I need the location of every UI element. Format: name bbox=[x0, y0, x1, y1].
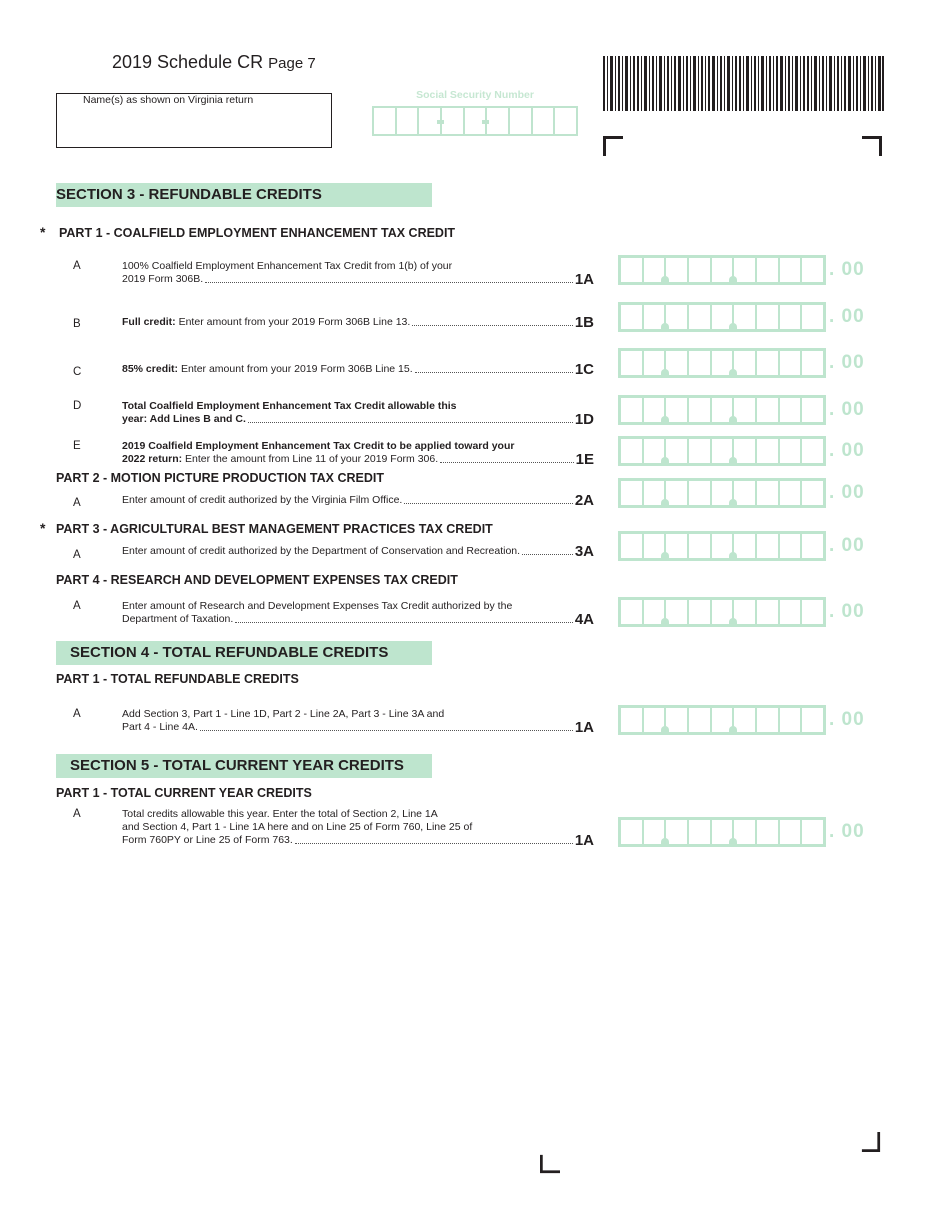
section-5-part-1-heading: PART 1 - TOTAL CURRENT YEAR CREDITS bbox=[56, 786, 312, 800]
section-5-line-1a-text2: Form 760PY or Line 25 of Form 763. bbox=[122, 834, 293, 846]
line-1a-cents: . 00 bbox=[829, 259, 865, 280]
form-title bbox=[112, 52, 316, 73]
line-letter: C bbox=[73, 366, 82, 378]
section-5-line-1a-code: 1A bbox=[574, 832, 594, 849]
line-1c-description bbox=[122, 363, 594, 376]
part-4-research-heading: PART 4 - RESEARCH AND DEVELOPMENT EXPENSES TAX CREDIT bbox=[56, 573, 458, 587]
page-label: Page 7 bbox=[268, 55, 316, 72]
line-4a-description bbox=[122, 600, 594, 626]
part-1-coalfield-heading: PART 1 - COALFIELD EMPLOYMENT ENHANCEMENT TAX CREDIT bbox=[59, 226, 456, 240]
name-field-label: Name(s) as shown on Virginia return bbox=[83, 94, 254, 106]
line-letter: E bbox=[73, 440, 81, 452]
section-3-banner bbox=[56, 183, 432, 207]
line-3a-amount-field[interactable] bbox=[618, 531, 826, 561]
line-1a-amount-field[interactable] bbox=[618, 255, 826, 285]
line-3a-cents: . 00 bbox=[829, 535, 865, 556]
registration-mark-top-left bbox=[603, 136, 623, 156]
section-5-line-1a-amount-field[interactable] bbox=[618, 817, 826, 847]
line-1b-amount-field[interactable] bbox=[618, 302, 826, 332]
line-1c-bold: 85% credit: bbox=[122, 363, 179, 375]
line-1b-text2: Enter amount from your 2019 Form 306B Line 13. bbox=[175, 316, 411, 328]
line-1e-description bbox=[122, 440, 594, 466]
line-letter: A bbox=[73, 497, 81, 509]
section-5-line-1a-text1b: and Section 4, Part 1 - Line 1A here and on Line 25 of Form 760, Line 25 of bbox=[122, 821, 473, 833]
line-2a-cents: . 00 bbox=[829, 482, 865, 503]
line-letter: D bbox=[73, 400, 82, 412]
section-5-line-1a-description bbox=[122, 808, 594, 847]
line-2a-amount-field[interactable] bbox=[618, 478, 826, 508]
form-title-text: 2019 Schedule CR bbox=[112, 52, 264, 72]
line-1e-code: 1E bbox=[575, 451, 594, 468]
line-1c-amount-field[interactable] bbox=[618, 348, 826, 378]
line-1d-description bbox=[122, 400, 594, 426]
line-1d-text1: Total Coalfield Employment Enhancement Tax Credit allowable this bbox=[122, 400, 457, 412]
line-1b-cents: . 00 bbox=[829, 306, 865, 327]
line-1c-cents: . 00 bbox=[829, 352, 865, 373]
line-1b-code: 1B bbox=[574, 314, 594, 331]
section-4-line-1a-text2: Part 4 - Line 4A. bbox=[122, 721, 198, 733]
line-1d-amount-field[interactable] bbox=[618, 395, 826, 425]
section-5-banner bbox=[56, 754, 432, 778]
line-4a-amount-field[interactable] bbox=[618, 597, 826, 627]
line-4a-text2: Department of Taxation. bbox=[122, 613, 234, 625]
ssn-field[interactable] bbox=[372, 106, 578, 136]
star-marker: * bbox=[40, 224, 46, 240]
barcode bbox=[603, 56, 884, 111]
registration-mark-bottom-right bbox=[861, 1132, 881, 1152]
line-1e-bold: 2022 return: bbox=[122, 453, 183, 465]
section-5-line-1a-text1: Total credits allowable this year. Enter the total of Section 2, Line 1A bbox=[122, 808, 438, 820]
line-1a-text1: 100% Coalfield Employment Enhancement Tax Credit from 1(b) of your bbox=[122, 260, 453, 272]
line-1a-code: 1A bbox=[574, 271, 594, 288]
section-4-title: SECTION 4 - TOTAL REFUNDABLE CREDITS bbox=[70, 644, 389, 661]
section-4-line-1a-cents: . 00 bbox=[829, 709, 865, 730]
section-4-line-1a-amount-field[interactable] bbox=[618, 705, 826, 735]
line-letter: A bbox=[73, 600, 81, 612]
star-marker: * bbox=[40, 520, 46, 536]
line-4a-text1: Enter amount of Research and Development Expenses Tax Credit authorized by the bbox=[122, 600, 513, 612]
line-3a-code: 3A bbox=[574, 543, 594, 560]
line-3a-text2: Enter amount of credit authorized by the Department of Conservation and Recreation. bbox=[122, 545, 521, 557]
name-field[interactable] bbox=[56, 93, 332, 148]
section-4-part-1-heading: PART 1 - TOTAL REFUNDABLE CREDITS bbox=[56, 672, 299, 686]
line-1a-text2: 2019 Form 306B. bbox=[122, 273, 204, 285]
registration-mark-bottom-left bbox=[540, 1154, 560, 1174]
section-4-line-1a-description bbox=[122, 708, 594, 734]
line-3a-description bbox=[122, 545, 594, 558]
line-1e-text1: 2019 Coalfield Employment Enhancement Tax Credit to be applied toward your bbox=[122, 440, 515, 452]
part-2-motion-picture-heading: PART 2 - MOTION PICTURE PRODUCTION TAX CREDIT bbox=[56, 471, 385, 485]
line-1b-bold: Full credit: bbox=[122, 316, 176, 328]
line-1d-cents: . 00 bbox=[829, 399, 865, 420]
section-5-line-1a-cents: . 00 bbox=[829, 821, 865, 842]
line-1b-description bbox=[122, 316, 594, 329]
line-2a-code: 2A bbox=[574, 492, 594, 509]
line-1c-code: 1C bbox=[574, 361, 594, 378]
line-letter: A bbox=[73, 549, 81, 561]
registration-mark-top-right bbox=[862, 136, 882, 156]
line-letter: A bbox=[73, 708, 81, 720]
line-1c-text2: Enter amount from your 2019 Form 306B Line 15. bbox=[178, 363, 413, 375]
line-1e-cents: . 00 bbox=[829, 440, 865, 461]
line-1a-description bbox=[122, 260, 594, 286]
line-2a-text2: Enter amount of credit authorized by the Virginia Film Office. bbox=[122, 494, 403, 506]
section-3-title: SECTION 3 - REFUNDABLE CREDITS bbox=[56, 186, 322, 203]
line-1d-code: 1D bbox=[574, 411, 594, 428]
line-4a-cents: . 00 bbox=[829, 601, 865, 622]
line-letter: A bbox=[73, 808, 81, 820]
section-4-line-1a-code: 1A bbox=[574, 719, 594, 736]
part-3-agricultural-heading: PART 3 - AGRICULTURAL BEST MANAGEMENT PRACTICES TAX CREDIT bbox=[56, 522, 493, 536]
line-letter: A bbox=[73, 260, 81, 272]
section-4-banner bbox=[56, 641, 432, 665]
line-4a-code: 4A bbox=[574, 611, 594, 628]
section-5-title: SECTION 5 - TOTAL CURRENT YEAR CREDITS bbox=[70, 757, 404, 774]
section-4-line-1a-text1: Add Section 3, Part 1 - Line 1D, Part 2 - Line 2A, Part 3 - Line 3A and bbox=[122, 708, 445, 720]
line-1d-text2: year: Add Lines B and C. bbox=[122, 413, 246, 425]
line-1e-text2: Enter the amount from Line 11 of your 2019 Form 306. bbox=[182, 453, 439, 465]
line-letter: B bbox=[73, 318, 81, 330]
line-1e-amount-field[interactable] bbox=[618, 436, 826, 466]
line-2a-description bbox=[122, 494, 594, 507]
ssn-label: Social Security Number bbox=[416, 89, 534, 101]
